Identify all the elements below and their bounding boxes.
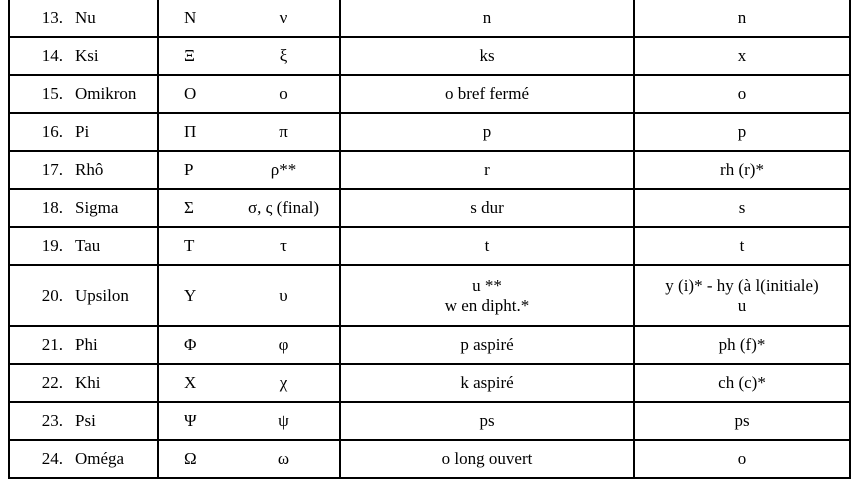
letter-number: 23. (9, 402, 69, 440)
letter-pronunciation (340, 151, 634, 189)
letter-lowercase: ν (228, 0, 340, 37)
pronunciation-line: p aspiré (460, 335, 514, 354)
pronunciation-line: r (484, 160, 490, 179)
letter-pronunciation (340, 189, 634, 227)
letter-uppercase: Φ (158, 326, 228, 364)
letter-pronunciation (340, 265, 634, 326)
pronunciation-line: ks (479, 46, 495, 65)
pronunciation-line: n (482, 8, 492, 27)
pronunciation-line: w en dipht.* (444, 295, 530, 315)
letter-uppercase: Ρ (158, 151, 228, 189)
letter-number: 15. (9, 75, 69, 113)
letter-lowercase: ξ (228, 37, 340, 75)
letter-number: 21. (9, 326, 69, 364)
letter-uppercase: Ν (158, 0, 228, 37)
letter-number: 18. (9, 189, 69, 227)
letter-name: Tau (69, 227, 158, 265)
letter-lowercase: σ, ς (final) (228, 189, 340, 227)
letter-lowercase: χ (228, 364, 340, 402)
letter-transcription (634, 37, 850, 75)
pronunciation-line: o long ouvert (441, 449, 533, 468)
table-row (9, 113, 850, 151)
letter-lowercase: ψ (228, 402, 340, 440)
letter-uppercase: Υ (158, 265, 228, 326)
letter-lowercase: π (228, 113, 340, 151)
letter-name: Ksi (69, 37, 158, 75)
pronunciation-line: k aspiré (460, 373, 514, 392)
letter-lowercase: ο (228, 75, 340, 113)
letter-transcription (634, 364, 850, 402)
letter-lowercase: φ (228, 326, 340, 364)
letter-uppercase: Π (158, 113, 228, 151)
letter-pronunciation (340, 440, 634, 478)
pronunciation-line: t (484, 236, 490, 255)
letter-name: Sigma (69, 189, 158, 227)
transcription-line: s (738, 198, 746, 217)
letter-pronunciation (340, 113, 634, 151)
letter-pronunciation (340, 326, 634, 364)
transcription-line: rh (r)* (720, 160, 764, 179)
letter-number: 24. (9, 440, 69, 478)
letter-uppercase: Ω (158, 440, 228, 478)
table-row (9, 440, 850, 478)
transcription-line: ph (f)* (718, 335, 766, 354)
pronunciation-line: u ** (472, 275, 502, 295)
letter-uppercase: Ξ (158, 37, 228, 75)
letter-lowercase: υ (228, 265, 340, 326)
table-row (9, 326, 850, 364)
letter-transcription (634, 189, 850, 227)
transcription-line: p (737, 122, 747, 141)
greek-alphabet-table (8, 0, 851, 479)
letter-transcription (634, 0, 850, 37)
transcription-line: ch (c)* (718, 373, 766, 392)
transcription-line: o (737, 84, 747, 103)
letter-pronunciation (340, 402, 634, 440)
letter-number: 13. (9, 0, 69, 37)
letter-number: 19. (9, 227, 69, 265)
letter-name: Psi (69, 402, 158, 440)
pronunciation-line: ps (479, 411, 495, 430)
letter-name: Khi (69, 364, 158, 402)
letter-transcription (634, 326, 850, 364)
letter-uppercase: Ο (158, 75, 228, 113)
letter-lowercase: ω (228, 440, 340, 478)
letter-lowercase: τ (228, 227, 340, 265)
pronunciation-line: o bref fermé (444, 84, 529, 103)
table-row (9, 402, 850, 440)
letter-number: 22. (9, 364, 69, 402)
transcription-line: t (739, 236, 745, 255)
letter-number: 20. (9, 265, 69, 326)
letter-transcription (634, 265, 850, 326)
letter-name: Rhô (69, 151, 158, 189)
table-row (9, 189, 850, 227)
table-row (9, 0, 850, 37)
letter-number: 14. (9, 37, 69, 75)
transcription-line: y (i)* - hy (à l(initiale) (665, 275, 819, 295)
pronunciation-line: s dur (470, 198, 504, 217)
letter-pronunciation (340, 37, 634, 75)
table-row (9, 75, 850, 113)
letter-lowercase: ρ** (228, 151, 340, 189)
letter-uppercase: Χ (158, 364, 228, 402)
letter-number: 16. (9, 113, 69, 151)
letter-name: Omikron (69, 75, 158, 113)
letter-pronunciation (340, 364, 634, 402)
letter-uppercase: Ψ (158, 402, 228, 440)
transcription-line: x (737, 46, 747, 65)
transcription-line: u (737, 295, 747, 315)
letter-number: 17. (9, 151, 69, 189)
letter-transcription (634, 151, 850, 189)
transcription-line: ps (734, 411, 750, 430)
letter-uppercase: Τ (158, 227, 228, 265)
letter-transcription (634, 75, 850, 113)
letter-name: Phi (69, 326, 158, 364)
letter-name: Pi (69, 113, 158, 151)
transcription-line: o (737, 449, 747, 468)
letter-pronunciation (340, 0, 634, 37)
transcription-line: n (737, 8, 747, 27)
letter-transcription (634, 227, 850, 265)
letter-pronunciation (340, 75, 634, 113)
letter-transcription (634, 113, 850, 151)
letter-name: Upsilon (69, 265, 158, 326)
letter-transcription (634, 440, 850, 478)
table-row (9, 364, 850, 402)
pronunciation-line: p (482, 122, 492, 141)
letter-pronunciation (340, 227, 634, 265)
letter-name: Oméga (69, 440, 158, 478)
table-row (9, 265, 850, 326)
letter-uppercase: Σ (158, 189, 228, 227)
table-row (9, 227, 850, 265)
letter-transcription (634, 402, 850, 440)
letter-name: Nu (69, 0, 158, 37)
table-row (9, 37, 850, 75)
table-row (9, 151, 850, 189)
